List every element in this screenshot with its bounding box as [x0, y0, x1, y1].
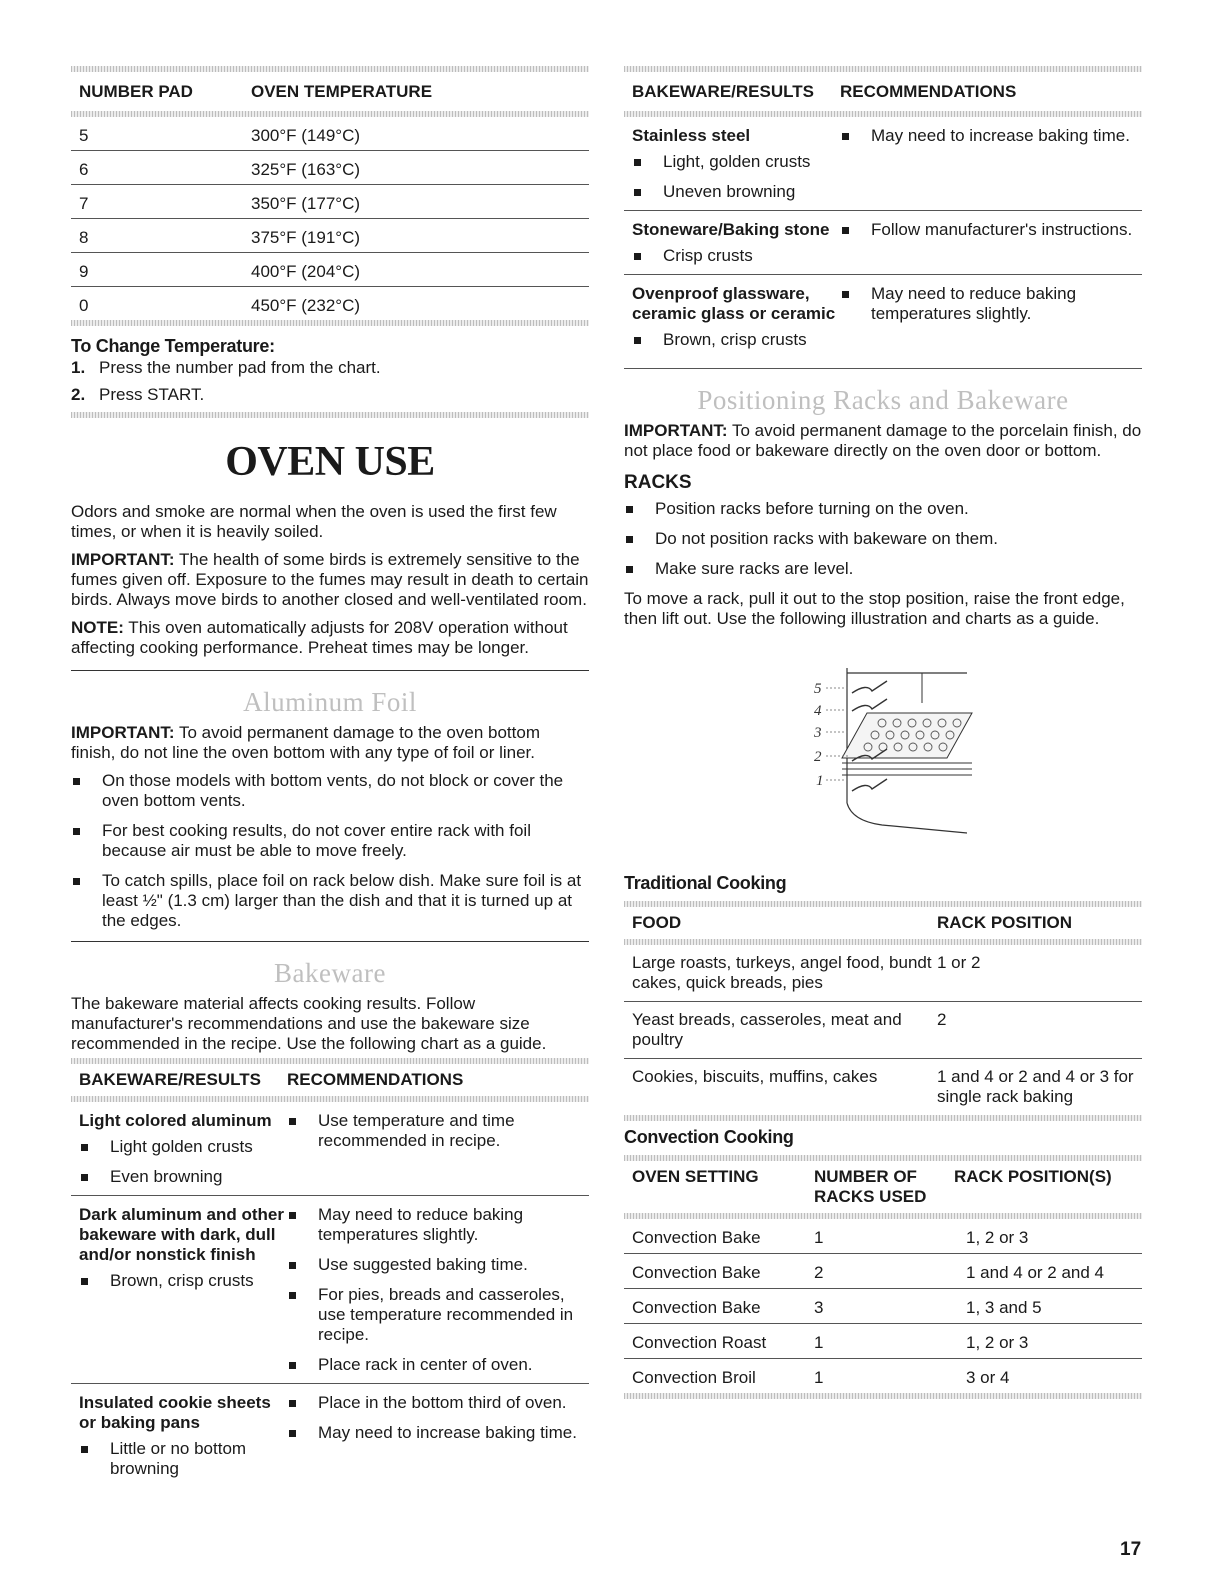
position-cell: 1, 2 or 3 [966, 1333, 1029, 1352]
table-row [71, 219, 589, 253]
number-pad-cell: 6 [79, 160, 89, 179]
number-pad-cell: 9 [79, 262, 89, 281]
header-bakeware-results: BAKEWARE/RESULTS [632, 82, 814, 101]
list-item: Place rack in center of oven. [287, 1355, 589, 1375]
step-number: 1. [71, 358, 86, 377]
list-item: For pies, breads and casseroles, use temperature recommended in recipe. [287, 1285, 589, 1345]
table-bottom-rule [624, 1393, 1142, 1399]
header-rack-position: RACK POSITION [937, 913, 1073, 932]
table-row [71, 185, 589, 219]
setting-cell: Convection Bake [632, 1263, 761, 1282]
list-item: Do not position racks with bakeware on them. [624, 529, 1142, 549]
food-cell: Yeast breads, casseroles, meat and poultry [632, 1010, 902, 1049]
left-column [71, 66, 589, 1487]
rack-positions-illustration [812, 663, 992, 838]
racks-cell: 1 [814, 1368, 824, 1387]
food-cell: Large roasts, turkeys, angel food, bundt cakes, quick breads, pies [632, 953, 932, 992]
list-item: Use temperature and time recommended in recipe. [287, 1111, 589, 1151]
food-cell: Cookies, biscuits, muffins, cakes [632, 1067, 878, 1086]
number-pad-cell: 7 [79, 194, 89, 213]
header-number-pad: NUMBER PAD [79, 82, 193, 101]
header-food: FOOD [632, 913, 682, 932]
list-item: On those models with bottom vents, do not block or cover the oven bottom vents. [71, 771, 589, 811]
traditional-table-header [624, 907, 1142, 939]
bakeware-table-header [624, 72, 1142, 111]
note-label: NOTE: [71, 618, 124, 637]
header-oven-setting: OVEN SETTING [632, 1167, 759, 1186]
position-cell: 1 and 4 or 2 and 4 [966, 1263, 1105, 1282]
table-row [71, 1196, 589, 1384]
bakeware-table-header [71, 1064, 589, 1096]
step-text: Press START. [99, 385, 205, 404]
setting-cell: Convection Roast [632, 1333, 767, 1352]
list-item: May need to reduce baking temperatures slightly. [287, 1205, 589, 1245]
rack-number-label: 5 [814, 681, 822, 697]
rack-cell: 2 [937, 1010, 947, 1029]
setting-cell: Convection Bake [632, 1228, 761, 1247]
number-pad-cell: 0 [79, 296, 89, 315]
racks-heading: RACKS [624, 472, 692, 493]
list-item: May need to reduce baking temperatures slightly. [840, 284, 1142, 324]
position-cell: 1, 3 and 5 [966, 1298, 1042, 1317]
rack-cell: 1 or 2 [937, 953, 981, 972]
bakeware-name: Stainless steel [632, 126, 751, 145]
page-number: 17 [1120, 1539, 1142, 1560]
section-divider [71, 941, 589, 942]
temp-table-body [71, 117, 589, 320]
list-item: Make sure racks are level. [624, 559, 1142, 579]
traditional-cooking-title: Traditional Cooking [624, 873, 787, 893]
table-row [71, 117, 589, 151]
header-recommendations: RECOMMENDATIONS [287, 1070, 464, 1089]
table-row [624, 211, 1142, 275]
rack-cell: 1 and 4 or 2 and 4 or 3 for single rack baking [937, 1067, 1134, 1106]
note-text: This oven automatically adjusts for 208V operation without affecting cooking performance. Preheat times may be longer. [71, 618, 568, 657]
bakeware-title: Bakeware [274, 958, 386, 988]
bakeware-name: Light colored aluminum [79, 1111, 272, 1130]
list-item: Light, golden crusts [632, 152, 840, 172]
step-item [71, 385, 589, 405]
bakeware-name: Insulated cookie sheets or baking pans [79, 1393, 271, 1432]
list-item: Follow manufacturer's instructions. [840, 220, 1142, 240]
step-text: Press the number pad from the chart. [99, 358, 381, 377]
important-label: IMPORTANT: [624, 421, 728, 440]
important-label: IMPORTANT: [71, 723, 175, 742]
list-item: To catch spills, place foil on rack below dish. Make sure foil is at least ½" (1.3 cm) larger than the dish and that it is turned up at the edges. [71, 871, 589, 931]
oven-use-intro: Odors and smoke are normal when the oven is used the first few times, or when it is heavily soiled. [71, 502, 557, 541]
position-cell: 3 or 4 [966, 1368, 1010, 1387]
right-column [624, 66, 1142, 1399]
setting-cell: Convection Broil [632, 1368, 756, 1387]
setting-cell: Convection Bake [632, 1298, 761, 1317]
table-row [624, 1059, 1142, 1115]
temperature-cell: 300°F (149°C) [251, 126, 361, 145]
racks-move-text: To move a rack, pull it out to the stop position, raise the front edge, then lift out. Use the following illustration and charts as a guide. [624, 589, 1125, 628]
table-bottom-rule [624, 1115, 1142, 1121]
table-row [624, 945, 1142, 1002]
list-item: Use suggested baking time. [287, 1255, 589, 1275]
list-item: For best cooking results, do not cover entire rack with foil because air must be able to move freely. [71, 821, 589, 861]
racks-important [624, 421, 1142, 461]
list-item: Place in the bottom third of oven. [287, 1393, 589, 1413]
table-row [624, 1359, 1142, 1393]
list-item: Brown, crisp crusts [632, 330, 840, 350]
step-item [71, 358, 589, 378]
table-row [624, 1324, 1142, 1359]
list-item: Position racks before turning on the oven. [624, 499, 1142, 519]
table-bottom-rule [71, 320, 589, 326]
oven-use-note [71, 618, 589, 658]
table-row [71, 1384, 589, 1487]
racks-cell: 1 [814, 1333, 824, 1352]
table-row [71, 1102, 589, 1196]
header-oven-temperature: OVEN TEMPERATURE [251, 82, 433, 101]
important-text: The health of some birds is extremely sensitive to the fumes given off. Exposure to the fumes may result in death to certain birds. Always move birds to another closed and well-ventilated room. [71, 550, 589, 609]
foil-title: Aluminum Foil [243, 687, 417, 717]
section-divider [71, 670, 589, 671]
temperature-cell: 350°F (177°C) [251, 194, 361, 213]
important-label: IMPORTANT: [71, 550, 175, 569]
convection-table-header [624, 1161, 1142, 1213]
temperature-cell: 450°F (232°C) [251, 296, 361, 315]
position-cell: 1, 2 or 3 [966, 1228, 1029, 1247]
racks-cell: 1 [814, 1228, 824, 1247]
header-bakeware-results: BAKEWARE/RESULTS [79, 1070, 261, 1089]
convection-cooking-title: Convection Cooking [624, 1127, 794, 1147]
list-item: May need to increase baking time. [840, 126, 1142, 146]
racks-section-title: Positioning Racks and Bakeware [697, 385, 1069, 415]
foil-important [71, 723, 589, 763]
table-row [624, 1002, 1142, 1059]
bakeware-intro: The bakeware material affects cooking results. Follow manufacturer's recommendations and use the bakeware size recommended in the recipe. Use the following chart as a guide. [71, 994, 547, 1053]
list-item: Light golden crusts [79, 1137, 287, 1157]
table-row [71, 287, 589, 320]
bakeware-name: Dark aluminum and other bakeware with dark, dull and/or nonstick finish [79, 1205, 284, 1264]
racks-cell: 3 [814, 1298, 824, 1317]
oven-use-important [71, 550, 589, 610]
table-row [624, 1289, 1142, 1324]
table-row [624, 275, 1142, 369]
table-row [624, 117, 1142, 211]
number-pad-cell: 8 [79, 228, 89, 247]
list-item: Little or no bottom browning [79, 1439, 287, 1479]
important-text: To avoid permanent damage to the porcelain finish, do not place food or bakeware directly on the oven door or bottom. [624, 421, 1142, 460]
list-item: May need to increase baking time. [287, 1423, 589, 1443]
step-number: 2. [71, 385, 86, 404]
list-item: Brown, crisp crusts [79, 1271, 287, 1291]
rack-number-label: 3 [814, 725, 822, 741]
racks-bullets [624, 499, 1142, 579]
temperature-cell: 325°F (163°C) [251, 160, 361, 179]
table-row [624, 1219, 1142, 1254]
temp-table-header [71, 72, 589, 111]
temperature-cell: 400°F (204°C) [251, 262, 361, 281]
oven-use-title: OVEN USE [225, 439, 435, 485]
rack-number-label: 2 [814, 749, 822, 765]
rack-number-label: 1 [816, 773, 824, 789]
foil-bullets [71, 771, 589, 931]
list-item: Crisp crusts [632, 246, 840, 266]
header-rack-positions: RACK POSITION(S) [954, 1167, 1112, 1186]
section-hatch-rule [71, 412, 589, 418]
important-text: To avoid permanent damage to the oven bottom finish, do not line the oven bottom with any type of foil or liner. [71, 723, 540, 762]
bakeware-name: Stoneware/Baking stone [632, 220, 830, 239]
temperature-cell: 375°F (191°C) [251, 228, 361, 247]
table-row [71, 151, 589, 185]
racks-cell: 2 [814, 1263, 824, 1282]
list-item: Uneven browning [632, 182, 840, 202]
table-row [71, 253, 589, 287]
table-row [624, 1254, 1142, 1289]
list-item: Even browning [79, 1167, 287, 1187]
rack-number-label: 4 [814, 703, 822, 719]
number-pad-cell: 5 [79, 126, 89, 145]
bakeware-name: Ovenproof glassware, ceramic glass or ceramic [632, 284, 836, 323]
change-temp-title: To Change Temperature: [71, 336, 275, 356]
header-recommendations: RECOMMENDATIONS [840, 82, 1017, 101]
header-racks-used: NUMBER OF RACKS USED [814, 1167, 927, 1206]
